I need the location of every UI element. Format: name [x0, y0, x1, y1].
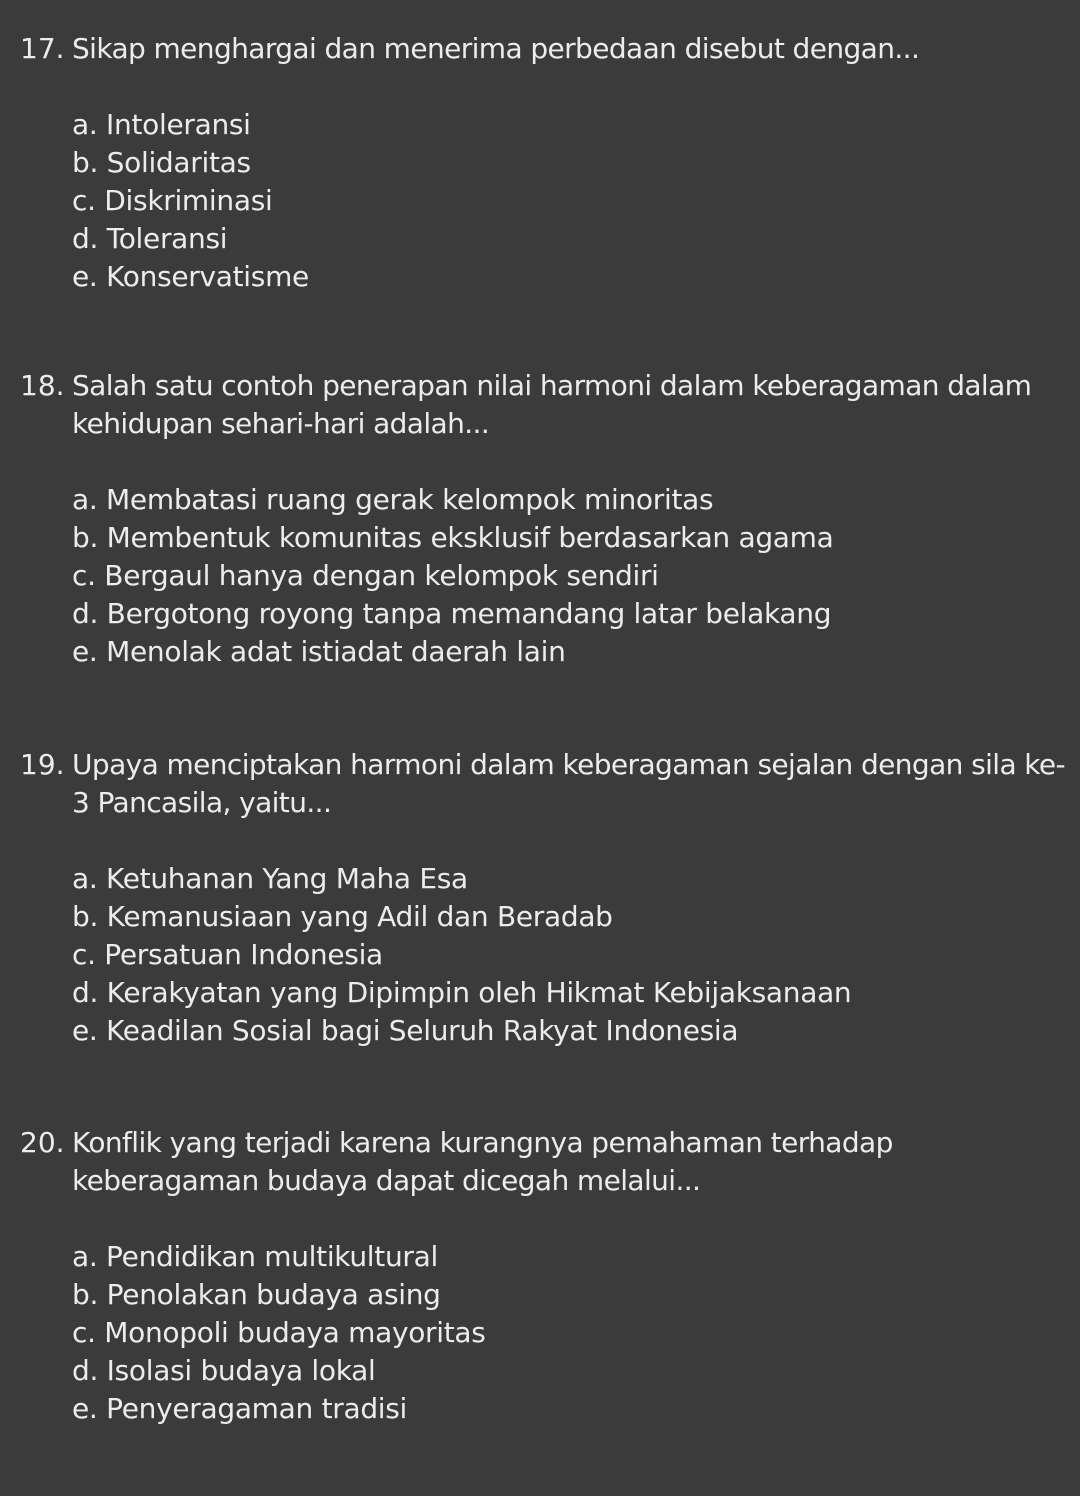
question-text: Upaya menciptakan harmoni dalam keberagaman sejalan dengan sila ke-3 Pancasila, yaitu... — [72, 748, 1066, 819]
option-d: d. Kerakyatan yang Dipimpin oleh Hikmat Kebijaksanaan — [72, 976, 852, 1009]
question-text: Konflik yang terjadi karena kurangnya pemahaman terhadap keberagaman budaya dapat dicegah melalui... — [72, 1126, 893, 1197]
option-list — [20, 1238, 1072, 1428]
question-number: 17. — [20, 32, 65, 65]
question-18 — [20, 367, 1072, 671]
option-list — [20, 481, 1072, 671]
option-c: c. Monopoli budaya mayoritas — [72, 1316, 486, 1349]
option-c: c. Diskriminasi — [72, 184, 273, 217]
option-b: b. Penolakan budaya asing — [72, 1278, 441, 1311]
question-19 — [20, 746, 1072, 1050]
option-b: b. Solidaritas — [72, 146, 251, 179]
option-e: e. Keadilan Sosial bagi Seluruh Rakyat Indonesia — [72, 1014, 739, 1047]
option-e: e. Konservatisme — [72, 260, 309, 293]
option-a: a. Intoleransi — [72, 108, 251, 141]
question-stem — [20, 1124, 1072, 1200]
question-stem — [20, 367, 1072, 443]
question-number: 18. — [20, 369, 65, 402]
option-a: a. Ketuhanan Yang Maha Esa — [72, 862, 468, 895]
question-17 — [20, 30, 1072, 296]
option-d: d. Bergotong royong tanpa memandang latar belakang — [72, 597, 832, 630]
option-d: d. Toleransi — [72, 222, 228, 255]
question-number: 20. — [20, 1126, 65, 1159]
option-a: a. Pendidikan multikultural — [72, 1240, 438, 1273]
option-e: e. Penyeragaman tradisi — [72, 1392, 408, 1425]
question-stem — [20, 30, 1072, 68]
option-b: b. Membentuk komunitas eksklusif berdasarkan agama — [72, 521, 834, 554]
option-list — [20, 106, 1072, 296]
option-d: d. Isolasi budaya lokal — [72, 1354, 376, 1387]
option-e: e. Menolak adat istiadat daerah lain — [72, 635, 566, 668]
question-text: Salah satu contoh penerapan nilai harmoni dalam keberagaman dalam kehidupan sehari-hari adalah... — [72, 369, 1032, 440]
option-c: c. Bergaul hanya dengan kelompok sendiri — [72, 559, 659, 592]
question-stem — [20, 746, 1072, 822]
option-a: a. Membatasi ruang gerak kelompok minoritas — [72, 483, 714, 516]
question-text: Sikap menghargai dan menerima perbedaan disebut dengan... — [72, 32, 920, 65]
question-number: 19. — [20, 748, 65, 781]
question-20 — [20, 1124, 1072, 1428]
option-list — [20, 860, 1072, 1050]
option-b: b. Kemanusiaan yang Adil dan Beradab — [72, 900, 613, 933]
option-c: c. Persatuan Indonesia — [72, 938, 383, 971]
